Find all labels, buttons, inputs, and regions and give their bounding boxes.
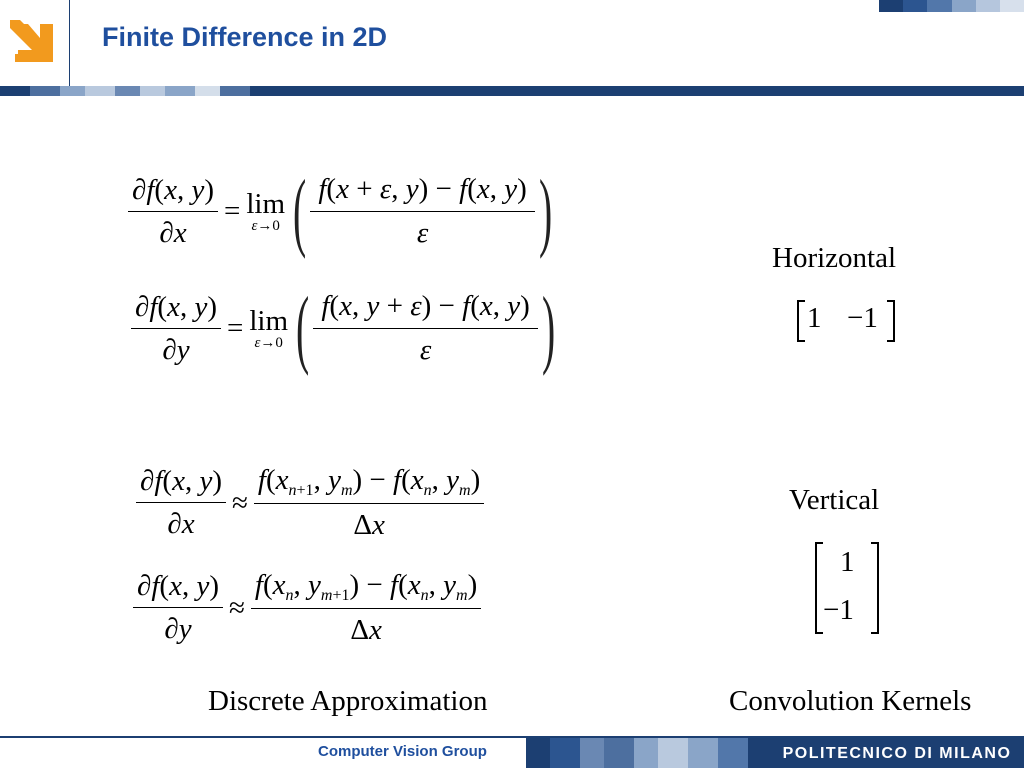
horizontal-label: Horizontal <box>772 242 897 274</box>
footer-group-name: Computer Vision Group <box>318 743 487 760</box>
right-bracket <box>871 542 879 634</box>
header-band <box>0 86 1024 96</box>
left-bracket <box>797 300 805 342</box>
partial-y-limit-equation: $\frac{\partial f(x, y)}{\partial y}$ = lim ε→0 ( $\frac{f(x, y + \varepsilon) - f(x, y)}{\varepsilon}$ ) <box>131 289 563 368</box>
right-bracket <box>887 300 895 342</box>
logo-divider <box>69 0 70 88</box>
kernel-cell: 1 <box>807 302 822 334</box>
left-bracket <box>815 542 823 634</box>
kernel-cell: −1 <box>823 594 854 626</box>
discrete-approximation-label: Discrete Approximation <box>208 685 488 717</box>
vertical-kernel-matrix <box>815 542 879 634</box>
university-name: POLITECNICO DI MILANO <box>770 740 1024 768</box>
partial-x-limit-equation: $\frac{\partial f(x, y)}{\partial x}$ = lim ε→0 ( $\frac{f(x + \varepsilon, y) - f(x, y)}{\varepsilon}$ ) <box>128 172 560 251</box>
discrete-y-equation: $\frac{\partial f(x, y)}{\partial y}$ ≈ $\frac{f(x_n, y_{m+1}) - f(x_n, y_m)}{\Delta x}$ <box>133 568 481 648</box>
slide-title: Finite Difference in 2D <box>102 22 388 52</box>
kernel-cell: −1 <box>847 302 878 334</box>
vertical-label: Vertical <box>789 484 880 516</box>
top-right-color-strip <box>879 0 1024 12</box>
kernel-cell: 1 <box>840 546 855 578</box>
convolution-kernels-label: Convolution Kernels <box>729 685 972 717</box>
horizontal-kernel-matrix <box>797 300 895 342</box>
orange-arrow-down-right-icon <box>0 0 70 88</box>
discrete-x-equation: $\frac{\partial f(x, y)}{\partial x}$ ≈ $\frac{f(x_{n+1}, y_m) - f(x_n, y_m)}{\Delta x}$ <box>136 463 484 543</box>
logo <box>0 0 70 88</box>
